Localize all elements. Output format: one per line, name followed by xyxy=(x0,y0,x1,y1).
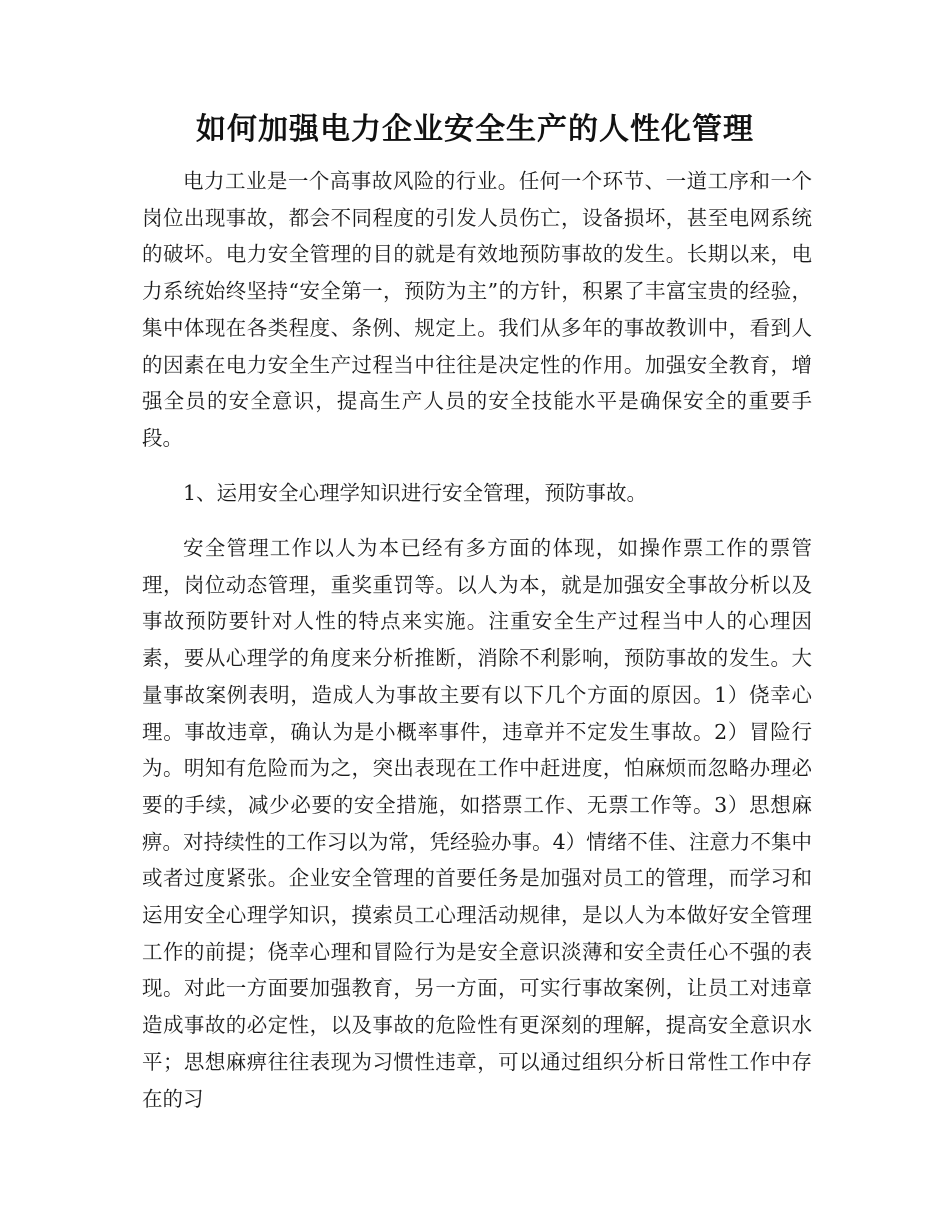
document-title: 如何加强电力企业安全生产的人性化管理 xyxy=(196,112,754,147)
section-heading-1 xyxy=(142,475,812,512)
paragraph-intro xyxy=(142,163,812,457)
paragraph-text: 安全管理工作以人为本已经有多方面的体现，如操作票工作的票管理，岗位动态管理，重奖重罚等。以人为本，就是加强安全事故分析以及事故预防要针对人性的特点来实施。注重安全生产过程当中人的心理因素，要从心理学的角度来分析推断，消除不利影响，预防事故的发生。大量事故案例表明，造成人为事故主要有以下几个方面的原因。1）侥幸心理。事故违章，确认为是小概率事件，违章并不定发生事故。2）冒险行为。明知有危险而为之，突出表现在工作中赶进度，怕麻烦而忽略办理必要的手续，减少必要的安全措施，如搭票工作、无票工作等。3）思想麻痹。对持续性的工作习以为常，凭经验办事。4）情绪不佳、注意力不集中或者过度紧张。企业安全管理的首要任务是加强对员工的管理，而学习和运用安全心理学知识，摸索员工心理活动规律，是以人为本做好安全管理工作的前提；侥幸心理和冒险行为是安全意识淡薄和安全责任心不强的表现。对此一方面要加强教育，另一方面，可实行事故案例，让员工对违章造成事故的必定性，以及事故的危险性有更深刻的理解，提高安全意识水平；思想麻痹往往表现为习惯性违章，可以通过组织分析日常性工作中存在的习 xyxy=(142,536,812,1111)
paragraph-section-1 xyxy=(142,530,812,1117)
section-heading-text: 1、运用安全心理学知识进行安全管理，预防事故。 xyxy=(183,481,648,505)
paragraph-text: 电力工业是一个高事故风险的行业。任何一个环节、一道工序和一个岗位出现事故，都会不同程度的引发人员伤亡，设备损坏，甚至电网系统的破坏。电力安全管理的目的就是有效地预防事故的发生。长期以来，电力系统始终坚持“安全第一，预防为主”的方针，积累了丰富宝贵的经验，集中体现在各类程度、条例、规定上。我们从多年的事故教训中，看到人的因素在电力安全生产过程当中往往是决定性的作用。加强安全教育，增强全员的安全意识，提高生产人员的安全技能水平是确保安全的重要手段。 xyxy=(142,169,812,450)
